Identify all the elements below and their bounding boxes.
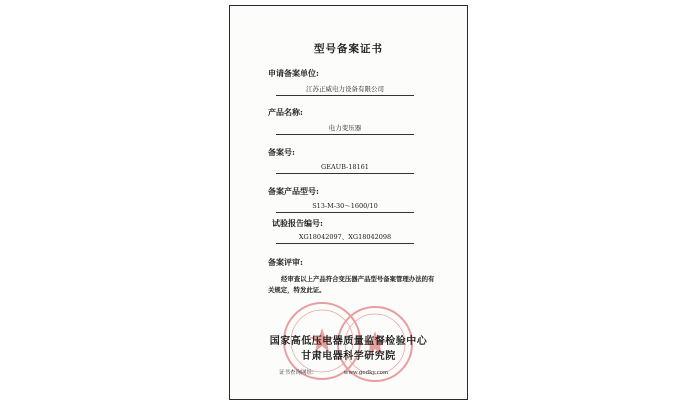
opinion-text: 经审查以上产品符合变压器产品型号备案管理办法的有关规定，特发此证。 xyxy=(268,275,435,294)
record-no-label: 备案号: xyxy=(268,147,295,157)
product-name-value: 电力变压器 xyxy=(276,124,414,135)
report-value: XG18042097、XG18042098 xyxy=(276,233,414,244)
applicant-label: 申请备案单位: xyxy=(268,68,319,78)
certificate-sheet xyxy=(229,5,468,400)
inquiry-line xyxy=(279,368,388,376)
model-label: 备案产品型号: xyxy=(268,186,319,196)
model-value: S13-M-30～1600/10 xyxy=(276,202,414,213)
inquiry-url: www.gedky.com xyxy=(343,370,389,376)
product-name-label: 产品名称: xyxy=(268,107,303,117)
report-label: 试验报告编号: xyxy=(272,218,323,228)
org-name-primary: 国家高低压电器质量监督检验中心 xyxy=(269,336,428,347)
org-name-secondary: 甘肃电器科学研究院 xyxy=(301,351,396,362)
certificate-title: 型号备案证书 xyxy=(314,43,383,55)
record-no-value: GEAUB-18161 xyxy=(276,163,414,174)
inquiry-label: 证书查询网址: xyxy=(279,370,314,376)
opinion-label: 备案评审: xyxy=(268,257,303,267)
applicant-value: 江苏正威电力设备有限公司 xyxy=(276,85,414,96)
